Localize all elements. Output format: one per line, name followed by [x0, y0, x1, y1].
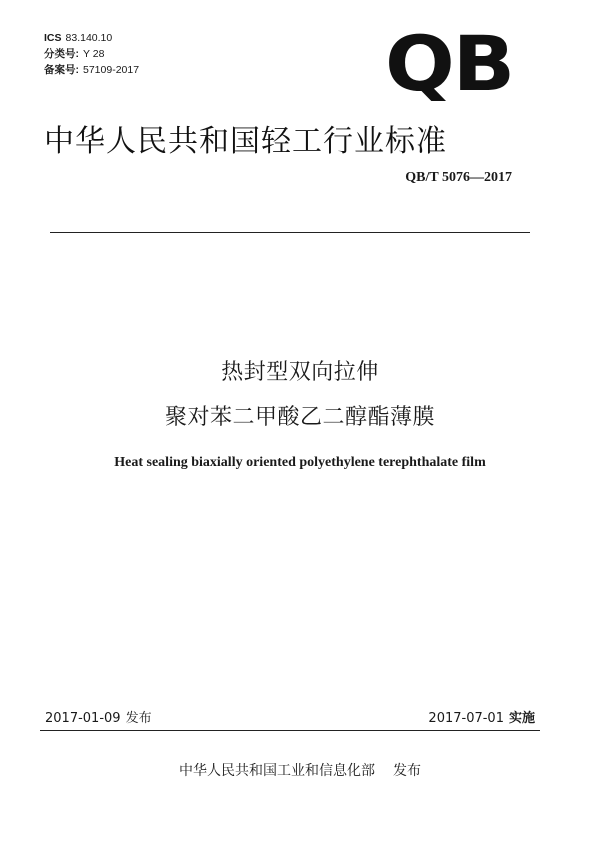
header-divider	[50, 232, 530, 233]
ics-label: ICS	[44, 32, 62, 44]
ics-row	[44, 30, 139, 46]
publish-date-suffix: 发布	[125, 711, 152, 726]
class-number-row	[44, 46, 139, 62]
standard-category-title: 中华人民共和国轻工行业标准	[44, 124, 447, 159]
issuer-action: 发布	[393, 763, 421, 779]
record-number-label: 备案号:	[44, 64, 79, 76]
publish-date-value: 2017-01-09	[45, 711, 121, 726]
class-number-label: 分类号:	[44, 48, 79, 60]
implement-date-value: 2017-07-01	[428, 711, 504, 726]
footer-divider	[40, 730, 540, 731]
english-title: Heat sealing biaxially oriented polyethylene terephthalate film	[114, 455, 486, 470]
document-title-line-1: 热封型双向拉伸	[221, 360, 379, 385]
ics-value: 83.140.10	[65, 32, 113, 44]
class-number-value: Y 28	[83, 48, 105, 60]
publish-date	[45, 707, 152, 726]
qb-logo: QB	[385, 19, 514, 108]
classification-block	[44, 30, 139, 78]
issuer-name: 中华人民共和国工业和信息化部	[179, 763, 375, 779]
document-title-line-2: 聚对苯二甲酸乙二醇酯薄膜	[164, 405, 435, 430]
standard-code: QB/T 5076—2017	[405, 170, 512, 185]
implement-date	[428, 707, 535, 726]
issuing-authority	[0, 760, 600, 780]
record-number-value: 57109-2017	[83, 64, 140, 76]
record-number-row	[44, 62, 139, 78]
implement-date-suffix: 实施	[508, 711, 535, 726]
